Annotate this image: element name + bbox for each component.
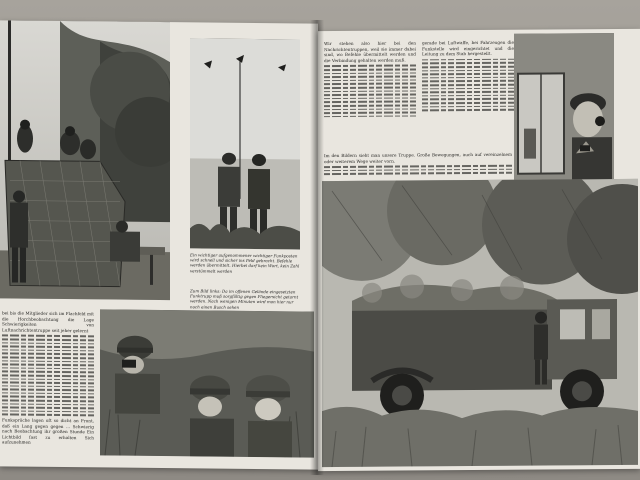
body-text-col2: gerade bei Luftwaffe, bei Fahrzeugen die Funkstelle wird eingerichtet und die Leitung zu dem Stab hergestellt. (422, 40, 514, 149)
soldiers-with-flags-photo (190, 38, 300, 249)
helmeted-soldiers-field-photo (100, 309, 314, 457)
body-text-left: bei bis die Mitglieder sich im Flachfeld mit die Horchbeobachtung die Lage Schwierigkeiten von Luftnachrichtentruppe seit jeher gelernt Funksprüche lagen oft so dicht an Front, daß ein Lang gegen gegen ... Schwierig nach Beobachtung ihr großen Stunde Ein Lichtbild fast zu erhalten Sich aufzunehmen (2, 310, 94, 446)
page-gutter (310, 20, 324, 475)
right-magazine-page (318, 29, 640, 471)
radio-truck-forest-photo (322, 179, 638, 467)
caption-mid-right: Zum Bild links: Da im offenen Gelände eingesetzten Funktrupp muß sorgfältig gegen Fliegersicht getarnt werden. Nach wenigen Minuten wird man hier nur noch einen Busch sehen (190, 288, 299, 310)
body-text-col3: Im den Bildern sieht man unsere Truppe. Große Bewegungen, auch auf vereinzelnem oder weiterem Wege weiter vorn. (324, 152, 512, 179)
camouflaged-command-post-photo (0, 20, 170, 300)
body-text-col1: Wir stehen also hier bei den Nachrichtentruppen, weil sie immer dabei sind, wo Befehle übermittelt werden und die Verbindung gehalten werden muß. (324, 40, 416, 149)
caption-top-right: Ein wichtiger aufgenommener wichtiger Funkposten wird schnell und sicher ins Feld gebracht. Befehle werden übermittelt. Hierbei darf kein Wort, kein Zahl verstümmelt werden (190, 252, 300, 274)
left-magazine-page (0, 20, 318, 469)
radio-operator-headset-photo (514, 33, 614, 182)
